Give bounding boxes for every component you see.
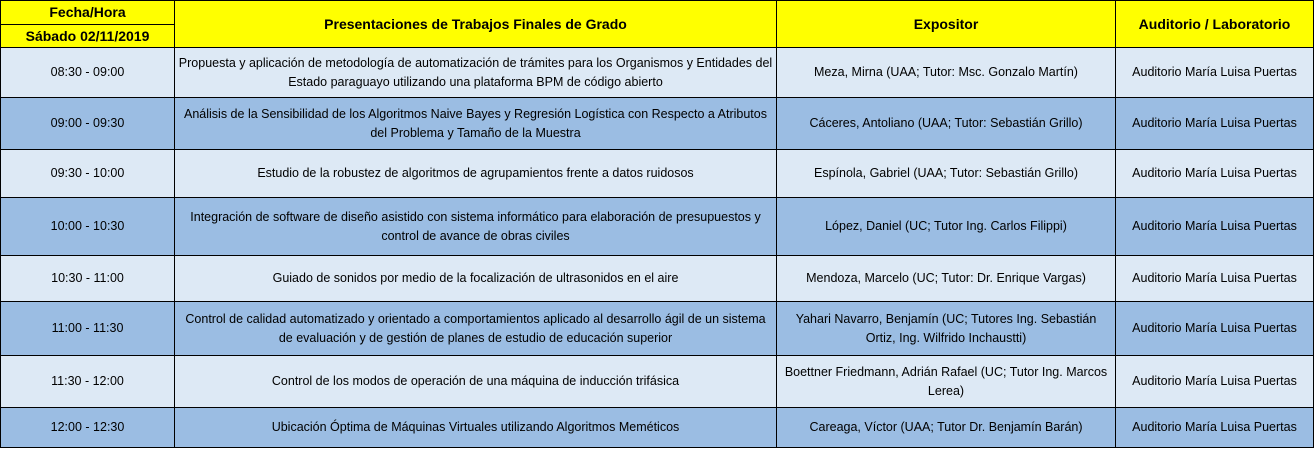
- title-cell: Guiado de sonidos por medio de la focalización de ultrasonidos en el aire: [175, 256, 777, 302]
- table-row: [1, 256, 1314, 302]
- time-cell: 09:30 - 10:00: [1, 150, 175, 198]
- title-cell: Control de calidad automatizado y orientado a comportamientos aplicado al desarrollo ágil de un sistema de evaluación y de gestión de planes de estudio de educación superior: [175, 302, 777, 356]
- time-cell: 11:30 - 12:00: [1, 356, 175, 408]
- table-row: [1, 98, 1314, 150]
- presenter-cell: Cáceres, Antoliano (UAA; Tutor: Sebastián Grillo): [777, 98, 1116, 150]
- table-row: [1, 198, 1314, 256]
- table-row: [1, 150, 1314, 198]
- time-cell: 09:00 - 09:30: [1, 98, 175, 150]
- time-cell: 10:00 - 10:30: [1, 198, 175, 256]
- presenter-cell: Mendoza, Marcelo (UC; Tutor: Dr. Enrique Vargas): [777, 256, 1116, 302]
- time-cell: 11:00 - 11:30: [1, 302, 175, 356]
- room-cell: Auditorio María Luisa Puertas: [1116, 408, 1314, 448]
- time-cell: 10:30 - 11:00: [1, 256, 175, 302]
- title-cell: Ubicación Óptima de Máquinas Virtuales utilizando Algoritmos Meméticos: [175, 408, 777, 448]
- room-cell: Auditorio María Luisa Puertas: [1116, 150, 1314, 198]
- table-row: [1, 48, 1314, 98]
- room-cell: Auditorio María Luisa Puertas: [1116, 198, 1314, 256]
- room-cell: Auditorio María Luisa Puertas: [1116, 48, 1314, 98]
- table-row: [1, 408, 1314, 448]
- title-cell: Propuesta y aplicación de metodología de automatización de trámites para los Organismos y Entidades del Estado paraguayo utilizando una plataforma BPM de código abierto: [175, 48, 777, 98]
- table-row: [1, 302, 1314, 356]
- presenter-cell: López, Daniel (UC; Tutor Ing. Carlos Filippi): [777, 198, 1116, 256]
- room-cell: Auditorio María Luisa Puertas: [1116, 302, 1314, 356]
- title-cell: Análisis de la Sensibilidad de los Algoritmos Naive Bayes y Regresión Logística con Respecto a Atributos del Problema y Tamaño de la Muestra: [175, 98, 777, 150]
- time-cell: 08:30 - 09:00: [1, 48, 175, 98]
- title-cell: Integración de software de diseño asistido con sistema informático para elaboración de presupuestos y control de avance de obras civiles: [175, 198, 777, 256]
- header-expositor: Expositor: [777, 1, 1116, 48]
- room-cell: Auditorio María Luisa Puertas: [1116, 356, 1314, 408]
- table-row: [1, 356, 1314, 408]
- room-cell: Auditorio María Luisa Puertas: [1116, 256, 1314, 302]
- title-cell: Estudio de la robustez de algoritmos de agrupamientos frente a datos ruidosos: [175, 150, 777, 198]
- presenter-cell: Boettner Friedmann, Adrián Rafael (UC; Tutor Ing. Marcos Lerea): [777, 356, 1116, 408]
- presenter-cell: Yahari Navarro, Benjamín (UC; Tutores Ing. Sebastián Ortiz, Ing. Wilfrido Inchaustti): [777, 302, 1116, 356]
- title-cell: Control de los modos de operación de una máquina de inducción trifásica: [175, 356, 777, 408]
- header-date: Sábado 02/11/2019: [1, 25, 175, 48]
- header-presentaciones: Presentaciones de Trabajos Finales de Grado: [175, 1, 777, 48]
- presenter-cell: Careaga, Víctor (UAA; Tutor Dr. Benjamín Barán): [777, 408, 1116, 448]
- room-cell: Auditorio María Luisa Puertas: [1116, 98, 1314, 150]
- time-cell: 12:00 - 12:30: [1, 408, 175, 448]
- presenter-cell: Meza, Mirna (UAA; Tutor: Msc. Gonzalo Martín): [777, 48, 1116, 98]
- header-fecha-hora: Fecha/Hora: [1, 1, 175, 25]
- presenter-cell: Espínola, Gabriel (UAA; Tutor: Sebastián Grillo): [777, 150, 1116, 198]
- header-auditorio: Auditorio / Laboratorio: [1116, 1, 1314, 48]
